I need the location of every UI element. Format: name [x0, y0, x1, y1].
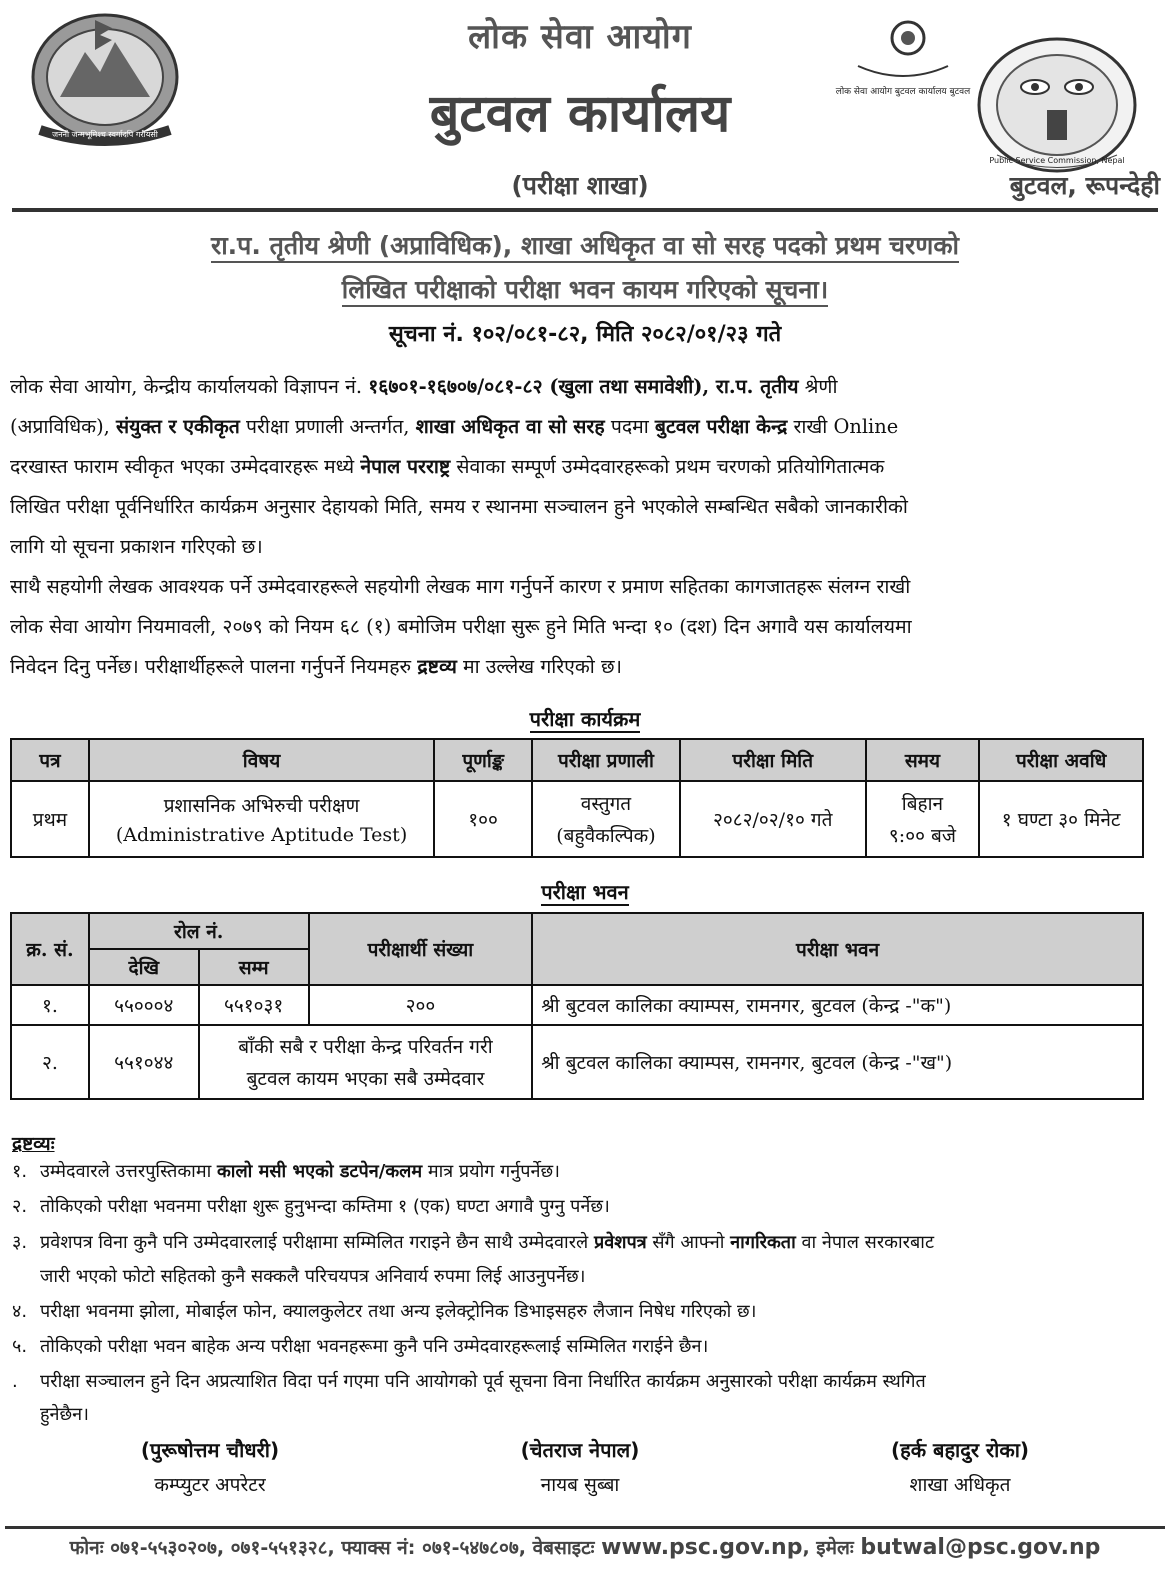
schedule-table [10, 738, 1144, 858]
body-line-5: लागि यो सूचना प्रकाशन गरिएको छ। [10, 535, 263, 558]
hall-cell: श्री बुटवल कालिका क्याम्पस, रामनगर, बुटवल (केन्द्र -"क") [532, 985, 1143, 1025]
hall-cell: श्री बुटवल कालिका क्याम्पस, रामनगर, बुटवल (केन्द्र -"ख") [532, 1025, 1143, 1099]
signatory-2: (चेतराज नेपाल) नायब सुब्बा [520, 1438, 640, 1496]
note-item-1: १. उम्मेदवारले उत्तरपुस्तिकामा कालो मसी भएको डटपेन/कलम मात्र प्रयोग गर्नुपर्नेछ। [12, 1161, 560, 1182]
svg-text:जननी जन्मभूमिश्च स्वर्गादपि गर: जननी जन्मभूमिश्च स्वर्गादपि गरीयसी [52, 130, 158, 139]
body-line-6: साथै सहयोगी लेखक आवश्यक पर्ने उम्मेदवारहरूले सहयोगी लेखक माग गर्नुपर्ने कारण र प्रमाण सहितका कागजातहरू संलग्न राखी [10, 575, 911, 598]
venue-header-to: सम्म [199, 949, 309, 985]
schedule-header: परीक्षा अवधि [979, 739, 1143, 781]
roll-to-cell: ५५१०३१ [199, 985, 309, 1025]
footer-divider [5, 1526, 1165, 1529]
schedule-header: विषय [89, 739, 434, 781]
svg-text:Public Service Commission, Nep: Public Service Commission, Nepal [989, 156, 1125, 165]
exam-time-cell: बिहान ९:०० बजे [866, 781, 980, 857]
psc-seal-icon [975, 35, 1140, 175]
schedule-header: परीक्षा मिति [680, 739, 866, 781]
notice-number: सूचना नं. १०२/०८१-८२, मिति २०८२/०१/२३ गते [388, 322, 782, 347]
notes-heading: द्रष्टव्यः [12, 1133, 55, 1155]
note-item-3: ३. प्रवेशपत्र विना कुनै पनि उम्मेदवारलाई परीक्षामा सम्मिलित गराइने छैन साथै उम्मेदवारले प्रवेशपत्र सँगै आफ्नो नागरिकता वा नेपाल सरकारबाट [12, 1232, 935, 1253]
org-name: लोक सेवा आयोग [468, 17, 692, 57]
schedule-header: समय [866, 739, 980, 781]
signatory-3: (हर्क बहादुर रोका) शाखा अधिकृत [890, 1438, 1030, 1496]
note-item-3-cont: जारी भएको फोटो सहितको कुनै सक्कलै परिचयपत्र अनिवार्य रुपमा लिई आउनुपर्नेछ। [40, 1266, 586, 1287]
table-row [11, 1025, 1143, 1099]
note-item-4: ४. परीक्षा भवनमा झोला, मोबाईल फोन, क्यालकुलेटर तथा अन्य इलेक्ट्रोनिक डिभाइसहरु लैजान निषेध गरिएको छ। [12, 1301, 757, 1322]
nepal-emblem-icon [20, 2, 190, 152]
office-name: बुटवल कार्यालय [429, 84, 731, 144]
website-link[interactable]: www.psc.gov.np [601, 1535, 803, 1560]
office-seal-icon [835, 16, 971, 106]
count-cell: २०० [309, 985, 533, 1025]
remaining-candidates-cell: बाँकी सबै र परीक्षा केन्द्र परिवर्तन गरी बुटवल कायम भएका सबै उम्मेदवार [199, 1025, 532, 1099]
footer-contact: फोनः ०७१-५५३०२०७, ०७१-५५१३२८, फ्याक्स नं: ०७१-५४७८०७, वेबसाइटः www.psc.gov.np, इमेलः butwal@psc.gov.np [69, 1535, 1101, 1560]
office-location: बुटवल, रूपन्देही [1009, 171, 1160, 200]
sn-cell: १. [11, 985, 89, 1025]
body-line-2: (अप्राविधिक), संयुक्त र एकीकृत परीक्षा प्रणाली अन्तर्गत, शाखा अधिकृत वा सो सरह पदमा बुटवल परीक्षा केन्द्र राखी Online [10, 415, 899, 438]
paper-cell: प्रथम [11, 781, 89, 857]
note-item-6-cont: हुनेछैन। [40, 1404, 89, 1425]
venue-header-count: परीक्षार्थी संख्या [309, 913, 533, 985]
body-line-8: निवेदन दिनु पर्नेछ। परीक्षार्थीहरूले पालना गर्नुपर्ने नियमहरु द्रष्टव्य मा उल्लेख गरिएको छ। [10, 655, 622, 678]
schedule-header: परीक्षा प्रणाली [532, 739, 680, 781]
notice-title-line2: लिखित परीक्षाको परीक्षा भवन कायम गरिएको सूचना। [60, 272, 1110, 306]
schedule-heading: परीक्षा कार्यक्रम [529, 707, 641, 731]
venue-heading: परीक्षा भवन [541, 880, 629, 904]
venue-header-hall: परीक्षा भवन [532, 913, 1143, 985]
venue-header-roll: रोल नं. [89, 913, 309, 949]
table-row [11, 781, 1143, 857]
roll-from-cell: ५५१०४४ [89, 1025, 199, 1099]
svg-text:लोक सेवा आयोग बुटवल कार्यालय ब: लोक सेवा आयोग बुटवल कार्यालय बुटवल [835, 87, 971, 97]
header-divider [12, 208, 1158, 212]
subject-cell: प्रशासनिक अभिरुची परीक्षण (Administrative Aptitude Test) [89, 781, 434, 857]
venue-table [10, 912, 1144, 1100]
note-item-6: . परीक्षा सञ्चालन हुने दिन अप्रत्याशित विदा पर्न गएमा पनि आयोगको पूर्व सूचना विना निर्धारित कार्यक्रम अनुसारको परीक्षा कार्यक्रम स्थगित [12, 1371, 926, 1392]
exam-date-cell: २०८२/०२/१० गते [680, 781, 866, 857]
body-line-7: लोक सेवा आयोग नियमावली, २०७९ को नियम ६८ (१) बमोजिम परीक्षा सुरू हुने मिति भन्दा १० (दश) दिन अगावै यस कार्यालयमा [10, 615, 912, 638]
schedule-header: पत्र [11, 739, 89, 781]
note-item-5: ५. तोकिएको परीक्षा भवन बाहेक अन्य परीक्षा भवनहरूमा कुनै पनि उम्मेदवारहरूलाई सम्मिलित गराईने छैन। [12, 1336, 709, 1357]
signatory-1: (पुरूषोत्तम चौधरी) कम्प्युटर अपरेटर [140, 1438, 280, 1496]
note-item-2: २. तोकिएको परीक्षा भवनमा परीक्षा शुरू हुनुभन्दा कम्तिमा १ (एक) घण्टा अगावै पुग्नु पर्नेछ। [12, 1196, 610, 1217]
venue-header-from: देखि [89, 949, 199, 985]
schedule-header: पूर्णाङ्क [434, 739, 532, 781]
sn-cell: २. [11, 1025, 89, 1099]
exam-duration-cell: १ घण्टा ३० मिनेट [979, 781, 1143, 857]
venue-header-sn: क्र. सं. [11, 913, 89, 985]
exam-system-cell: वस्तुगत (बहुवैकल्पिक) [532, 781, 680, 857]
roll-from-cell: ५५०००४ [89, 985, 199, 1025]
body-line-1: लोक सेवा आयोग, केन्द्रीय कार्यालयको विज्ञापन नं. १६७०१-१६७०७/०८१-८२ (खुला तथा समावेशी), रा.प. तृतीय श्रेणी [10, 375, 838, 398]
email-link[interactable]: butwal@psc.gov.np [860, 1535, 1101, 1560]
notice-title-line1: रा.प. तृतीय श्रेणी (अप्राविधिक), शाखा अधिकृत वा सो सरह पदको प्रथम चरणको [60, 228, 1110, 262]
full-marks-cell: १०० [434, 781, 532, 857]
table-row [11, 985, 1143, 1025]
body-line-3: दरखास्त फाराम स्वीकृत भएका उम्मेदवारहरू मध्ये नेपाल परराष्ट्र सेवाका सम्पूर्ण उम्मेदवारहरूको प्रथम चरणको प्रतियोगितात्मक [10, 455, 885, 478]
body-line-4: लिखित परीक्षा पूर्वनिर्धारित कार्यक्रम अनुसार देहायको मिति, समय र स्थानमा सञ्चालन हुने भएकोले सम्बन्धित सबैको जानकारीको [10, 495, 908, 518]
section-name: (परीक्षा शाखा) [511, 171, 649, 200]
